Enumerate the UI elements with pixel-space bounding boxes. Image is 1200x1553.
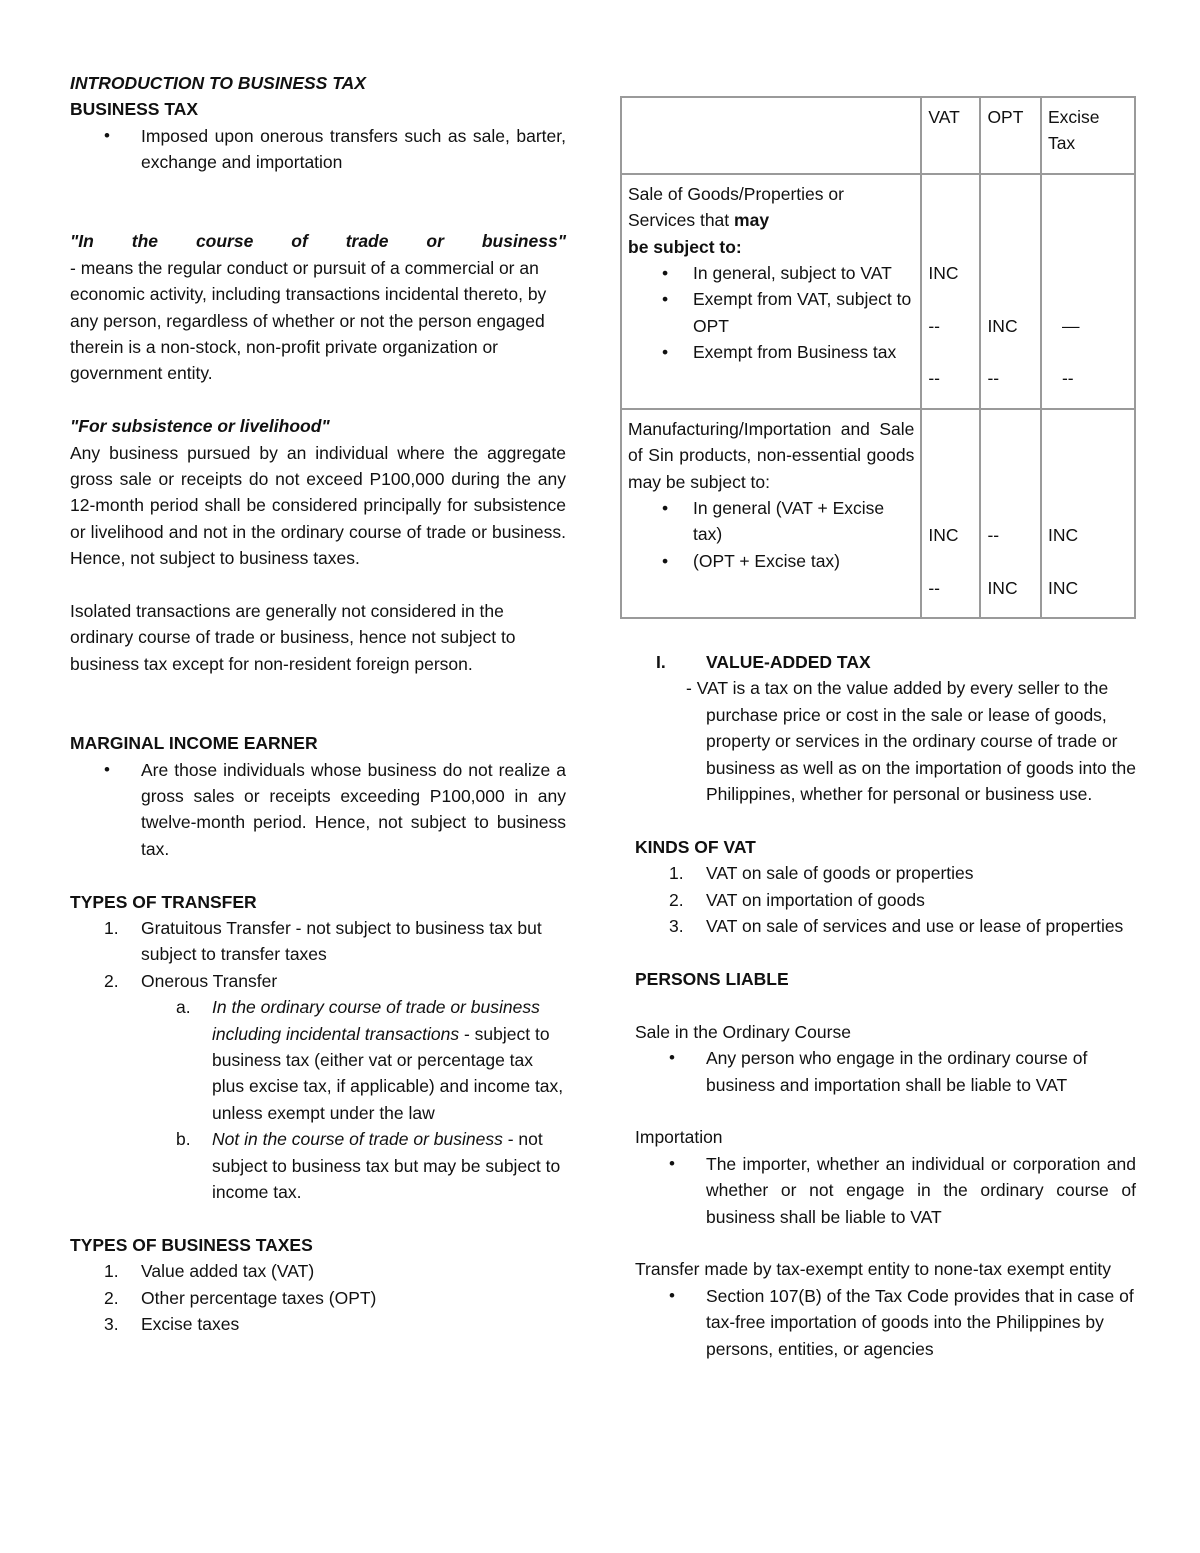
list-marker: a. [176,997,191,1018]
row-bullets [628,260,914,366]
list-item: • (OPT + Excise tax) [628,548,914,574]
sublist-item [141,994,566,1126]
sale-ordinary-heading: Sale in the Ordinary Course [635,1021,851,1042]
list-marker: 3. [669,916,684,937]
list-item-text: VAT on sale of services and use or lease of properties [706,916,1124,937]
vat-cell: INC -- -- [921,174,980,409]
list-item-text: Onerous Transfer [141,970,278,991]
document-title: INTRODUCTION TO BUSINESS TAX [70,73,366,93]
isolated-transactions-paragraph: Isolated transactions are generally not considered in the ordinary course of trade or business, hence not subject to business tax except for non-resident foreign person. [70,601,516,674]
list-item [635,887,1136,913]
row-intro-bold: may [734,210,770,231]
list-item [70,1285,566,1311]
list-item: • Exempt from VAT, subject to OPT [628,286,914,339]
subsistence-definition: Any business pursued by an individual where the aggregate gross sale or receipts do not exceed P100,000 during the any 12-month period shall be considered principally for subsistence or livelihood and not in the ordinary course of trade or business. Hence, not subject to business taxes. [70,442,566,569]
list-item: • Any person who engage in the ordinary course of business and importation shall be liable to VAT [635,1045,1136,1098]
types-of-transfer-heading: TYPES OF TRANSFER [70,891,257,912]
list-item [70,915,566,968]
list-marker: 2. [104,1287,119,1308]
list-item-text: Other percentage taxes (OPT) [141,1287,377,1308]
list-marker: 2. [669,889,684,910]
marginal-income-heading: MARGINAL INCOME EARNER [70,733,318,754]
sale-ordinary-list [635,1045,1136,1098]
list-item: • Section 107(B) of the Tax Code provides that in case of tax-free importation of goods into the Philippines by persons, entities, or agencies [635,1283,1136,1362]
list-item [635,913,1136,939]
vat-cell: INC -- [921,409,980,618]
persons-liable-section [620,966,1136,1362]
list-item: • Are those individuals whose business do not realize a gross sales or receipts exceeding P100,000 in any twelve-month period. Hence, not subject to business tax. [70,757,566,863]
vat-section [620,649,1136,807]
list-item [70,1311,566,1337]
business-tax-list [70,123,566,176]
table-row [621,174,1135,409]
tax-table [620,96,1136,619]
excise-cell: INC INC [1041,409,1135,618]
header-blank-cell [621,97,921,174]
list-item: • Imposed upon onerous transfers such as sale, barter, exchange and importation [70,123,566,176]
sublist-item-italic: In the ordinary course of trade or business including incidental transactions [212,997,540,1044]
list-item [70,1258,566,1284]
table-header-row [621,97,1135,174]
list-item: • In general (VAT + Excise tax) [628,495,914,548]
header-opt: OPT [980,97,1041,174]
types-of-transfer-list [70,915,566,1205]
list-item: • In general, subject to VAT [628,260,914,286]
right-column [620,96,1136,1362]
transfer-exempt-heading: Transfer made by tax-exempt entity to none-tax exempt entity [635,1259,1111,1280]
course-of-trade-definition: - means the regular conduct or pursuit of a commercial or an economic activity, including transactions incidental thereto, by any person, regardless of whether or not the person engaged therein is a non-stock, non-profit private organization or government entity. [70,257,547,384]
transfer-exempt-list [635,1283,1136,1362]
list-marker: 1. [669,863,684,884]
row-intro-bold-line: be subject to: [628,236,742,257]
subsistence-term: "For subsistence or livelihood" [70,416,330,437]
list-marker: 1. [104,917,119,938]
types-of-business-taxes-list [70,1258,566,1337]
sublist-item-italic: Not in the course of trade or business [212,1129,503,1150]
types-of-business-taxes-heading: TYPES OF BUSINESS TAXES [70,1234,313,1255]
table-row [621,409,1135,618]
row-label-cell [621,174,921,409]
vat-definition: - VAT is a tax on the value added by every seller to the purchase price or cost in the sale or lease of goods, property or services in the ordinary course of trade or business as well as on the importation of goods into the Philippines, whether for personal or business use. [686,678,1136,805]
list-item-text: Value added tax (VAT) [141,1261,315,1282]
onerous-sublist [141,994,566,1205]
vat-heading: VALUE-ADDED TAX [706,652,871,673]
roman-marker: I. [656,652,666,673]
importation-heading: Importation [635,1127,723,1148]
list-marker: 3. [104,1314,119,1334]
sublist-item-text: - subject to business tax (either vat or percentage tax plus excise tax, if applicable) and income tax, unless exempt under the law [212,1023,564,1123]
left-column [70,70,566,1337]
marginal-income-list [70,757,566,863]
row-label-cell [621,409,921,618]
excise-cell: — -- [1041,174,1135,409]
course-of-trade-term: "In the course of trade or business" [70,231,566,252]
sublist-item-text: - not subject to business tax but may be subject to income tax. [212,1129,561,1202]
list-marker: b. [176,1129,191,1150]
list-item-text: Excise taxes [141,1314,240,1334]
list-item: • Exempt from Business tax [628,339,914,365]
header-excise-tax: Excise Tax [1041,97,1135,174]
row-bullets [628,495,914,574]
list-item-text: Gratuitous Transfer - not subject to business tax but subject to transfer taxes [141,917,542,965]
kinds-of-vat-heading: KINDS OF VAT [635,836,756,857]
list-item-text: VAT on importation of goods [706,889,925,910]
importation-list [635,1151,1136,1230]
kinds-of-vat-list [620,860,1136,939]
list-item [70,968,566,1206]
opt-cell: INC -- [980,174,1041,409]
list-marker: 2. [104,970,119,991]
row-intro: Manufacturing/Importation and Sale of Sin products, non-essential goods may be subject to: [628,418,915,492]
list-item: • The importer, whether an individual or corporation and whether or not engage in the ordinary course of business shall be liable to VAT [635,1151,1136,1230]
list-marker: 1. [104,1261,119,1282]
row-intro: Sale of Goods/Properties or Services that [628,183,844,231]
header-vat: VAT [921,97,980,174]
business-tax-heading: BUSINESS TAX [70,99,199,120]
opt-cell: -- INC [980,409,1041,618]
persons-liable-heading: PERSONS LIABLE [635,968,789,989]
list-item [635,860,1136,886]
sublist-item [141,1126,566,1205]
list-item-text: VAT on sale of goods or properties [706,863,974,884]
